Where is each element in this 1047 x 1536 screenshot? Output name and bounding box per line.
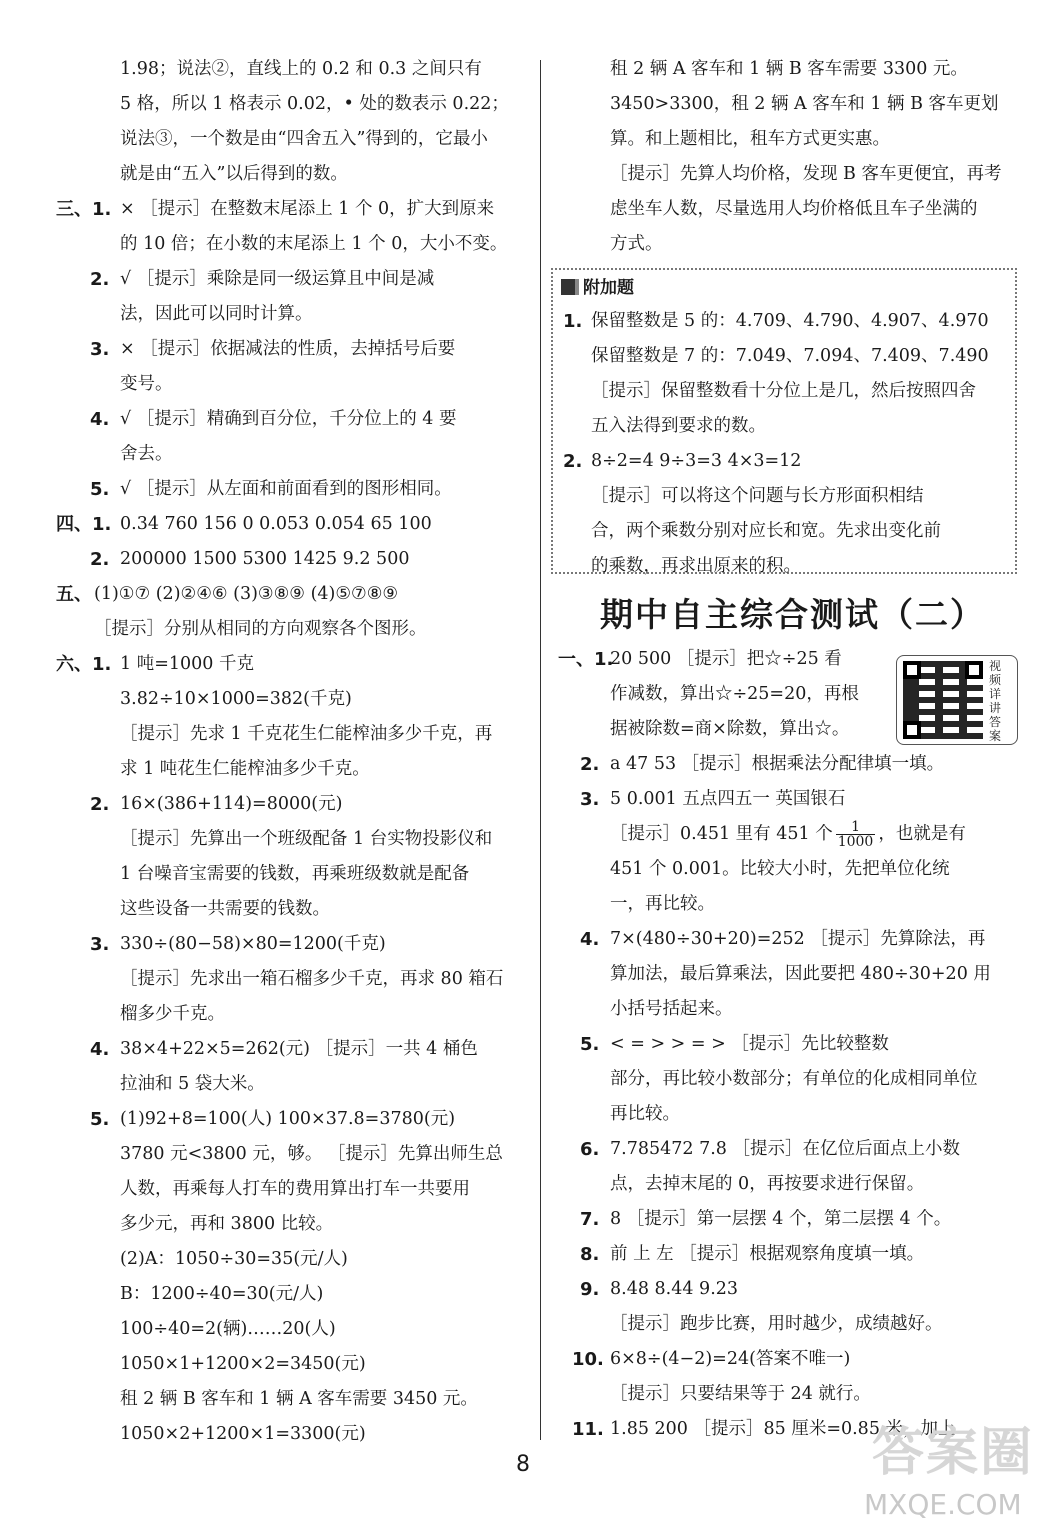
answer-text bbox=[120, 367, 173, 402]
answer-line bbox=[56, 1172, 526, 1207]
answer-line bbox=[56, 962, 526, 997]
answer-text-main: 再比较。 bbox=[610, 1104, 680, 1124]
answer-text-main: 租 2 辆 B 客车和 1 辆 A 客车需要 3450 元。 bbox=[120, 1389, 478, 1409]
answer-text-main: 1050×2+1200×1=3300(元) bbox=[120, 1424, 366, 1444]
answer-line bbox=[563, 444, 1009, 479]
answer-line bbox=[56, 52, 526, 87]
answer-text-main: 前 上 左 ［提示］根据观察角度填一填。 bbox=[610, 1244, 925, 1264]
answer-text bbox=[610, 227, 663, 262]
answer-text bbox=[610, 1202, 951, 1237]
answer-line bbox=[56, 1382, 526, 1417]
answer-line bbox=[56, 822, 526, 857]
answer-text bbox=[120, 297, 313, 332]
answer-line bbox=[558, 1272, 1028, 1307]
answer-line bbox=[558, 87, 1028, 122]
answer-text-main: 1 吨=1000 千克 bbox=[120, 654, 254, 674]
answer-line bbox=[558, 642, 894, 677]
answer-text bbox=[610, 922, 985, 957]
answer-text-main: 1.85 200 ［提示］85 厘米=0.85 米，加上 bbox=[610, 1419, 956, 1439]
answer-text-main: 5 格，所以 1 格表示 0.02，• 处的数表示 0.22； bbox=[120, 94, 509, 114]
answer-text-main: ［提示］分别从相同的方向观察各个图形。 bbox=[94, 619, 427, 639]
answer-line bbox=[56, 437, 526, 472]
question-number: 1. bbox=[563, 311, 583, 332]
answer-text-main: 330÷(80−58)×80=1200(千克) bbox=[120, 934, 386, 954]
answer-text-main: ［提示］保留整数看十分位上是几，然后按照四舍 bbox=[591, 381, 976, 401]
answer-text bbox=[591, 409, 766, 444]
answer-text bbox=[610, 852, 950, 887]
answer-text bbox=[120, 332, 455, 367]
fraction-numerator: 1 bbox=[836, 820, 876, 835]
question-number: 三、1. bbox=[56, 199, 112, 220]
watermark-url: MXQE.COM bbox=[864, 1488, 1022, 1521]
bonus-header-label: 附加题 bbox=[583, 278, 634, 298]
answer-text-main: √ ［提示］乘除是同一级运算且中间是减 bbox=[120, 269, 435, 289]
answer-line bbox=[56, 402, 526, 437]
answer-line bbox=[56, 192, 526, 227]
answer-text bbox=[120, 1067, 265, 1102]
answer-text-main: 虑坐车人数，尽量选用人均价格低且车子坐满的 bbox=[610, 199, 978, 219]
answer-text bbox=[120, 1102, 455, 1137]
answer-text bbox=[120, 927, 386, 962]
answer-text bbox=[120, 1137, 503, 1172]
answer-text bbox=[120, 157, 348, 192]
answer-text-main: 7×(480÷30+20)=252 ［提示］先算除法，再 bbox=[610, 929, 986, 949]
answer-text bbox=[610, 1027, 889, 1062]
answer-text-main: ［提示］先求 1 千克花生仁能榨油多少千克，再 bbox=[120, 724, 493, 744]
answer-line bbox=[563, 374, 1009, 409]
answer-text-main: (1)92+8=100(人) 100×37.8=3780(元) bbox=[120, 1109, 456, 1129]
answer-text-main: 多少元，再和 3800 比较。 bbox=[120, 1214, 334, 1234]
answer-text-main: 说法③，一个数是由“四舍五入”得到的，它最小 bbox=[120, 129, 488, 149]
answer-line bbox=[558, 1237, 1028, 1272]
answer-line bbox=[558, 1377, 1028, 1412]
answer-line bbox=[558, 157, 1028, 192]
answer-text-main: ［提示］跑步比赛，用时越少，成绩越好。 bbox=[610, 1314, 943, 1334]
answer-text bbox=[610, 192, 978, 227]
answer-text-main: 3780 元<3800 元，够。 ［提示］先算出师生总 bbox=[120, 1144, 503, 1164]
answer-text-main: × ［提示］依据减法的性质，去掉括号后要 bbox=[120, 339, 456, 359]
answer-text bbox=[120, 1207, 333, 1242]
answer-text bbox=[120, 437, 173, 472]
answer-line bbox=[558, 677, 894, 712]
fraction bbox=[836, 820, 876, 849]
answer-text-main: 方式。 bbox=[610, 234, 663, 254]
question-number: 4. bbox=[580, 929, 600, 950]
answer-text bbox=[120, 542, 409, 577]
answer-text bbox=[591, 549, 801, 584]
answer-text-main: 38×4+22×5=262(元) ［提示］一共 4 桶色 bbox=[120, 1039, 478, 1059]
answer-text bbox=[94, 577, 398, 612]
answer-text-main: 就是由“五入”以后得到的数。 bbox=[120, 164, 348, 184]
answer-text-main: 1050×1+1200×2=3450(元) bbox=[120, 1354, 366, 1374]
answer-text bbox=[610, 712, 849, 747]
answer-line bbox=[56, 122, 526, 157]
answer-line bbox=[56, 472, 526, 507]
answer-text-main: ［提示］先求出一箱石榴多少千克，再求 80 箱石 bbox=[120, 969, 504, 989]
answer-text bbox=[591, 374, 976, 409]
answer-text bbox=[610, 1167, 924, 1202]
answer-text-main: 舍去。 bbox=[120, 444, 173, 464]
answer-line bbox=[56, 542, 526, 577]
answer-text-main: 200000 1500 5300 1425 9.2 500 bbox=[120, 549, 410, 569]
answer-text-main: ［提示］先算人均价格，发现 B 客车更便宜，再考 bbox=[610, 164, 1002, 184]
answer-line bbox=[56, 87, 526, 122]
answer-text bbox=[610, 1062, 978, 1097]
answer-text bbox=[591, 514, 941, 549]
answer-text-main: 6×8÷(4−2)=24(答案不唯一) bbox=[610, 1349, 851, 1369]
answer-text bbox=[120, 1277, 323, 1312]
answer-line bbox=[558, 1097, 1028, 1132]
answer-text bbox=[120, 962, 503, 997]
answer-text bbox=[610, 677, 859, 712]
answer-line bbox=[56, 857, 526, 892]
answer-line bbox=[558, 192, 1028, 227]
answer-line bbox=[56, 1277, 526, 1312]
answer-text-main: 人数，再乘每人打车的费用算出打车一共要用 bbox=[120, 1179, 470, 1199]
qr-label: 视频详讲答案 bbox=[989, 659, 1002, 743]
answer-text-main: 变号。 bbox=[120, 374, 173, 394]
answer-line bbox=[56, 1067, 526, 1102]
answer-text-main: 租 2 辆 A 客车和 1 辆 B 客车需要 3300 元。 bbox=[610, 59, 968, 79]
right-column-bottom bbox=[558, 642, 1028, 1447]
question-number: 10. bbox=[572, 1349, 604, 1370]
answer-text-main: ［提示］先算出一个班级配备 1 台实物投影仪和 bbox=[120, 829, 493, 849]
answer-line bbox=[56, 1032, 526, 1067]
answer-line bbox=[563, 514, 1009, 549]
answer-line bbox=[56, 297, 526, 332]
answer-text bbox=[120, 87, 509, 122]
answer-line bbox=[563, 549, 1009, 584]
answer-text-main: (2)A：1050÷30=35(元/人) bbox=[120, 1249, 348, 1269]
right-column-top bbox=[558, 52, 1028, 262]
answer-text bbox=[610, 782, 845, 817]
answer-text-main: B：1200÷40=30(元/人) bbox=[120, 1284, 324, 1304]
answer-text bbox=[591, 444, 801, 479]
answer-text bbox=[610, 992, 733, 1027]
answer-line bbox=[558, 1027, 1028, 1062]
question-number: 8. bbox=[580, 1244, 600, 1265]
answer-line bbox=[56, 367, 526, 402]
answer-line bbox=[558, 1342, 1028, 1377]
answer-text bbox=[591, 479, 924, 514]
page-number: 8 bbox=[516, 1452, 530, 1477]
bonus-box bbox=[551, 268, 1017, 574]
answer-text-main: 点，去掉末尾的 0，再按要求进行保留。 bbox=[610, 1174, 925, 1194]
answer-text-main: 451 个 0.001。比较大小时，先把单位化统 bbox=[610, 859, 950, 879]
answer-line bbox=[56, 1207, 526, 1242]
answer-line bbox=[56, 647, 526, 682]
answer-line bbox=[558, 1202, 1028, 1237]
answer-text-main: 这些设备一共需要的钱数。 bbox=[120, 899, 330, 919]
answer-text-after: ，也就是有 bbox=[878, 824, 966, 844]
answer-line bbox=[56, 332, 526, 367]
answer-text-main: 的乘数，再求出原来的积。 bbox=[591, 556, 801, 576]
answer-text bbox=[120, 1242, 348, 1277]
answer-text-main: 一，再比较。 bbox=[610, 894, 715, 914]
answer-text-main: 的 10 倍；在小数的末尾添上 1 个 0，大小不变。 bbox=[120, 234, 508, 254]
answer-line bbox=[558, 782, 1028, 817]
fraction-denominator: 1000 bbox=[837, 834, 874, 850]
answer-text-main: 0.34 760 156 0 0.053 0.054 65 100 bbox=[120, 514, 432, 534]
answer-text-main: 20 500 ［提示］把☆÷25 看 bbox=[610, 649, 842, 669]
answer-text bbox=[120, 1172, 470, 1207]
answer-line bbox=[558, 1307, 1028, 1342]
answer-text bbox=[120, 752, 370, 787]
answer-line bbox=[56, 717, 526, 752]
answer-line bbox=[563, 339, 1009, 374]
answer-text-main: 5 0.001 五点四五一 英国银石 bbox=[610, 789, 846, 809]
question-number: 一、1. bbox=[558, 649, 614, 670]
answer-line bbox=[56, 1347, 526, 1382]
answer-text bbox=[120, 52, 482, 87]
answer-text bbox=[120, 402, 456, 437]
question-number: 六、1. bbox=[56, 654, 112, 675]
answer-line bbox=[558, 712, 894, 747]
answer-text-main: ［提示］可以将这个问题与长方形面积相结 bbox=[591, 486, 924, 506]
answer-text bbox=[120, 192, 494, 227]
left-column bbox=[56, 52, 526, 1452]
answer-line bbox=[558, 747, 1028, 782]
answer-line bbox=[558, 1132, 1028, 1167]
section-title: 期中自主综合测试（二） bbox=[600, 595, 985, 634]
answer-text bbox=[120, 1347, 366, 1382]
answer-text bbox=[120, 682, 352, 717]
answer-text bbox=[120, 262, 434, 297]
answer-text-main: 16×(386+114)=8000(元) bbox=[120, 794, 343, 814]
answer-line bbox=[56, 1137, 526, 1172]
answer-text bbox=[120, 507, 432, 542]
question-number: 5. bbox=[580, 1034, 600, 1055]
answer-line bbox=[563, 479, 1009, 514]
answer-text bbox=[610, 122, 890, 157]
answer-line bbox=[56, 507, 526, 542]
question-number: 9. bbox=[580, 1279, 600, 1300]
column-divider bbox=[540, 60, 541, 1440]
answer-text-main: ［提示］只要结果等于 24 就行。 bbox=[610, 1384, 871, 1404]
question-number: 5. bbox=[90, 479, 110, 500]
answer-text-main: 1 台噪音宝需要的钱数，再乘班级数就是配备 bbox=[120, 864, 470, 884]
answer-text-main: 五入法得到要求的数。 bbox=[591, 416, 766, 436]
answer-text-main: √ ［提示］精确到百分位，千分位上的 4 要 bbox=[120, 409, 457, 429]
answer-line bbox=[558, 227, 1028, 262]
answer-line bbox=[56, 227, 526, 262]
answer-text-main: ［提示］0.451 里有 451 个 bbox=[610, 824, 833, 844]
answer-text bbox=[120, 472, 452, 507]
answer-text bbox=[610, 1237, 924, 1272]
answer-text-main: 8 ［提示］第一层摆 4 个，第二层摆 4 个。 bbox=[610, 1209, 952, 1229]
answer-line bbox=[56, 1417, 526, 1452]
answer-line bbox=[558, 1062, 1028, 1097]
answer-line bbox=[56, 1102, 526, 1137]
answer-text-main: < = > > = > ［提示］先比较整数 bbox=[610, 1034, 889, 1054]
question-number: 3. bbox=[90, 339, 110, 360]
answer-text bbox=[120, 822, 492, 857]
answer-text-main: a 47 53 ［提示］根据乘法分配律填一填。 bbox=[610, 754, 945, 774]
question-number: 7. bbox=[580, 1209, 600, 1230]
question-number: 2. bbox=[90, 794, 110, 815]
answer-text bbox=[610, 1377, 871, 1412]
answer-text bbox=[610, 642, 842, 677]
question-number: 2. bbox=[90, 269, 110, 290]
answer-text bbox=[610, 1272, 738, 1307]
answer-text bbox=[120, 857, 469, 892]
answer-line bbox=[558, 887, 1028, 922]
question-number: 11. bbox=[572, 1419, 604, 1440]
answer-line bbox=[558, 122, 1028, 157]
answer-line bbox=[563, 304, 1009, 339]
answer-text-main: 保留整数是 7 的：7.049、7.094、7.409、7.490 bbox=[591, 346, 989, 366]
answer-text bbox=[120, 717, 492, 752]
answer-text-main: 部分，再比较小数部分；有单位的化成相同单位 bbox=[610, 1069, 978, 1089]
answer-line bbox=[558, 817, 1028, 852]
answer-text-main: 法，因此可以同时计算。 bbox=[120, 304, 313, 324]
answer-text bbox=[610, 817, 966, 852]
answer-line bbox=[56, 612, 526, 647]
answer-text-main: 1.98；说法②，直线上的 0.2 和 0.3 之间只有 bbox=[120, 59, 482, 79]
answer-text bbox=[120, 1417, 366, 1452]
answer-line bbox=[56, 997, 526, 1032]
watermark bbox=[858, 1410, 1038, 1530]
bonus-icon bbox=[561, 279, 579, 295]
answer-line bbox=[56, 157, 526, 192]
answer-text-main: 作减数，算出☆÷25=20，再根 bbox=[610, 684, 859, 704]
answer-text bbox=[94, 612, 427, 647]
question-number: 四、1. bbox=[56, 514, 112, 535]
answer-text bbox=[120, 1032, 478, 1067]
answer-text bbox=[120, 997, 225, 1032]
answer-text-main: 榴多少千克。 bbox=[120, 1004, 225, 1024]
answer-text-main: √ ［提示］从左面和前面看到的图形相同。 bbox=[120, 479, 452, 499]
answer-text bbox=[120, 1312, 336, 1347]
answer-text-main: 拉油和 5 袋大米。 bbox=[120, 1074, 265, 1094]
answer-text bbox=[120, 787, 342, 822]
bonus-body bbox=[563, 304, 1009, 584]
answer-line bbox=[558, 957, 1028, 992]
answer-text bbox=[591, 304, 989, 339]
question-number: 五、 bbox=[56, 584, 92, 605]
answer-text bbox=[610, 1097, 680, 1132]
answer-text-main: 据被除数=商×除数，算出☆。 bbox=[610, 719, 850, 739]
answer-line bbox=[56, 577, 526, 612]
answer-text bbox=[610, 1342, 850, 1377]
question-number: 2. bbox=[580, 754, 600, 775]
answer-text-main: 3450>3300，租 2 辆 A 客车和 1 辆 B 客车更划 bbox=[610, 94, 999, 114]
answer-text-main: (1)①⑦ (2)②④⑥ (3)③⑧⑨ (4)⑤⑦⑧⑨ bbox=[94, 584, 399, 604]
question-number: 3. bbox=[90, 934, 110, 955]
answer-line bbox=[56, 682, 526, 717]
answer-text bbox=[591, 339, 989, 374]
answer-text bbox=[610, 1307, 943, 1342]
bonus-header bbox=[561, 274, 634, 302]
answer-text-main: 合，两个乘数分别对应长和宽。先求出变化前 bbox=[591, 521, 941, 541]
answer-line bbox=[56, 1242, 526, 1277]
answer-text-main: × ［提示］在整数末尾添上 1 个 0，扩大到原来 bbox=[120, 199, 495, 219]
answer-text bbox=[120, 892, 330, 927]
answer-text-main: 100÷40=2(辆)……20(人) bbox=[120, 1319, 336, 1339]
answer-text-main: 小括号括起来。 bbox=[610, 999, 733, 1019]
answer-line bbox=[56, 262, 526, 297]
answer-text bbox=[610, 157, 1001, 192]
question-number: 3. bbox=[580, 789, 600, 810]
answer-line bbox=[56, 752, 526, 787]
question-number: 2. bbox=[563, 451, 583, 472]
answer-line bbox=[56, 787, 526, 822]
answer-text bbox=[120, 1382, 478, 1417]
answer-text bbox=[120, 647, 254, 682]
answer-text bbox=[610, 887, 715, 922]
answer-line bbox=[56, 927, 526, 962]
answer-text bbox=[120, 122, 488, 157]
question-number: 4. bbox=[90, 409, 110, 430]
answer-text-main: 保留整数是 5 的：4.709、4.790、4.907、4.970 bbox=[591, 311, 989, 331]
question-number: 2. bbox=[90, 549, 110, 570]
answer-text-main: 8.48 8.44 9.23 bbox=[610, 1279, 739, 1299]
question-number: 6. bbox=[580, 1139, 600, 1160]
answer-text bbox=[610, 1132, 960, 1167]
answer-text bbox=[610, 957, 991, 992]
question-number: 4. bbox=[90, 1039, 110, 1060]
answer-text bbox=[610, 52, 968, 87]
answer-text-main: 算。和上题相比，租车方式更实惠。 bbox=[610, 129, 890, 149]
watermark-logo: 答案圈 bbox=[872, 1423, 1035, 1483]
answer-line bbox=[558, 52, 1028, 87]
answer-line bbox=[56, 892, 526, 927]
answer-text-main: 8÷2=4 9÷3=3 4×3=12 bbox=[591, 451, 802, 471]
answer-line bbox=[558, 922, 1028, 957]
answer-text bbox=[120, 227, 507, 262]
answer-text-main: 3.82÷10×1000=382(千克) bbox=[120, 689, 352, 709]
answer-line bbox=[56, 1312, 526, 1347]
answer-text bbox=[610, 747, 944, 782]
answer-text bbox=[610, 87, 999, 122]
question-number: 5. bbox=[90, 1109, 110, 1130]
answer-text-main: 求 1 吨花生仁能榨油多少千克。 bbox=[120, 759, 370, 779]
answer-line bbox=[558, 852, 1028, 887]
answer-line bbox=[563, 409, 1009, 444]
answer-line bbox=[558, 992, 1028, 1027]
answer-text-main: 7.785472 7.8 ［提示］在亿位后面点上小数 bbox=[610, 1139, 960, 1159]
answer-line bbox=[558, 1167, 1028, 1202]
answer-text-main: 算加法，最后算乘法，因此要把 480÷30+20 用 bbox=[610, 964, 991, 984]
